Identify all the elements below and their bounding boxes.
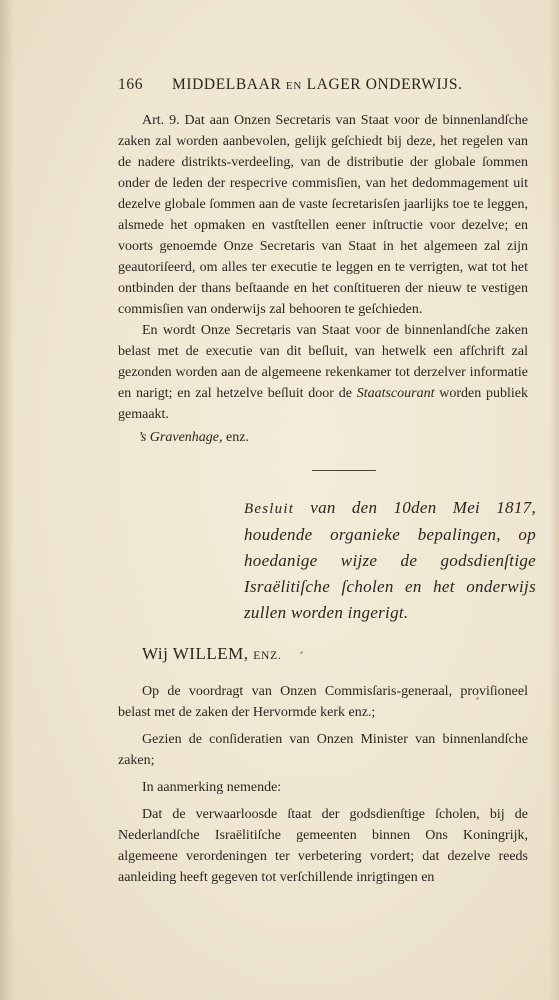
header-title — [172, 76, 463, 94]
article-9-paragraph — [118, 110, 528, 320]
signature-place: ’s Gravenhage, — [138, 430, 223, 445]
article-label: Art. 9. — [142, 113, 180, 128]
running-head — [118, 72, 528, 98]
signature-rest: enz. — [222, 430, 249, 445]
signature-line — [138, 425, 528, 448]
closing-text-end: worden publiek gemaakt. — [118, 386, 528, 422]
decree-body — [118, 681, 528, 888]
page-content — [118, 72, 536, 888]
decree-title — [244, 495, 536, 626]
header-title-connector: EN — [285, 80, 303, 92]
decree-title-lead: Besluit — [244, 501, 295, 517]
proclamation-enz: ENZ. — [253, 650, 282, 662]
staatscourant-italic: Staatscourant — [356, 386, 435, 401]
paragraph-gezien: Gezien de conſideratien van Onzen Minister van binnenlandſche zaken; — [118, 732, 528, 768]
closing-text-start: En wordt Onze Secretaris van Staat voor de binnenlandſche zaken belast met de executie van dit beſluit, van hetwelk een afſchrift zal gezonden worden aan de algemeene rekenkamer tot derzelver informatie en narigt; en zal hetzelve beſluit door de — [118, 323, 528, 401]
paragraph-aanmerking: In aanmerking nemende: — [142, 780, 282, 795]
proclamation-line — [142, 643, 528, 667]
closing-paragraph — [118, 320, 528, 425]
header-title-part2: LAGER ONDERWIJS. — [306, 76, 463, 93]
page-number: 166 — [118, 76, 144, 93]
page-gutter-shadow — [0, 0, 14, 1000]
section-divider — [312, 470, 376, 471]
proclamation-name: Wij WILLEM, — [142, 644, 249, 663]
article-text: Dat aan Onzen Secretaris van Staat voor de binnenlandſche zaken zal worden aanbevolen, gelijk geſchiedt bij deze, het regelen van de nadere distrikts-verdeeling, van de distributie der globale ſommen onder de leden der respecrive commisſien, van het dedommagement uit dezelve globale ſommen aan de vaste ſecretarisſen jaarlijks toe te leggen, alsmede het opmaken en vastſtellen eener inſtructie voor dezelve; en voorts genoemde Onze Secretaris van Staat in het algemeen zal zijn geautoriſeerd, om alles ter executie te leggen en te verrigten, wat tot het ontbinden der thans beſtaande en het conſtitueren der nieuw te vestigen commisſien van onderwijs zal behooren te geſchieden. — [118, 113, 529, 317]
paragraph-verwaarloosde: Dat de verwaarloosde ſtaat der godsdienſtige ſcholen, bij de Nederlandſche Israëlitiſche gemeenten binnen Ons Koningrijk, algemeene verordeningen ter verbetering vordert; dat dezelve reeds aanleiding heeft gegeven tot verſchillende inrigtingen en — [118, 807, 528, 885]
decree-title-rest: van den 10den Mei 1817, houdende organieke bepalingen, op hoedanige wijze de godsdienſtige Israëlitiſche ſcholen en het onderwijs zullen worden ingerigt. — [244, 498, 536, 622]
paragraph-voordragt: Op de voordragt van Onzen Commisſaris-generaal, proviſioneel belast met de zaken der Hervormde kerk enz.; — [118, 684, 528, 720]
page-edge-shadow — [549, 0, 559, 1000]
header-title-part1: MIDDELBAAR — [172, 76, 282, 93]
